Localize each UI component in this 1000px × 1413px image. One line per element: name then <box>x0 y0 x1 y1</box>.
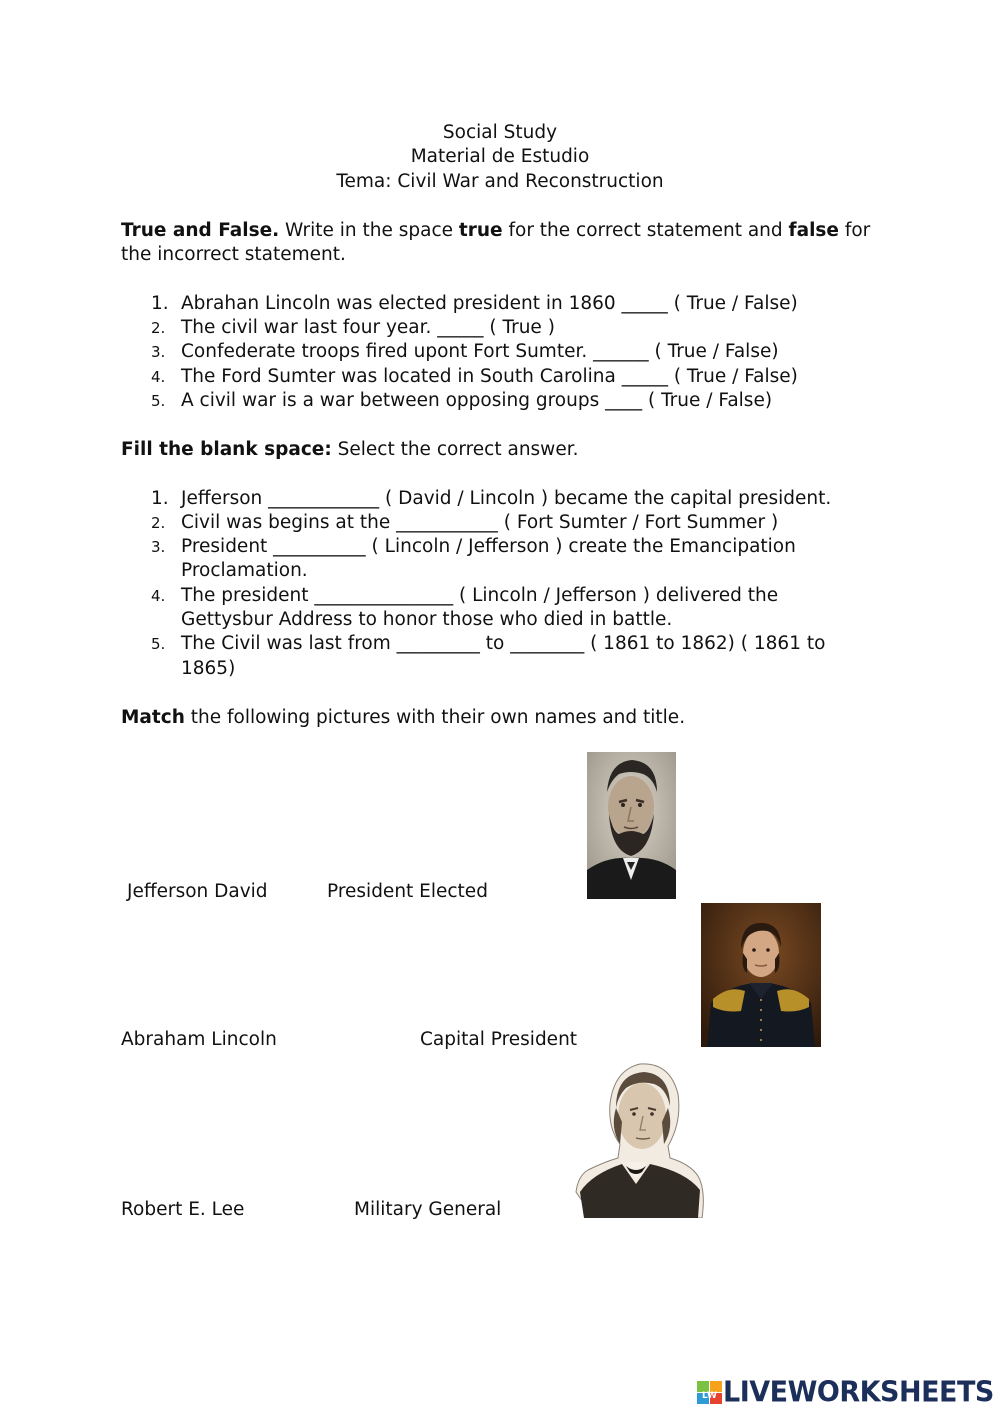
instruction-text: for <box>838 220 871 241</box>
match-name-robert-e-lee: Robert E. Lee <box>121 1199 245 1220</box>
match-instructions <box>121 706 685 730</box>
true-keyword: true <box>458 220 503 241</box>
liveworksheets-logo-icon <box>697 1381 723 1405</box>
match-title: Match <box>121 707 185 728</box>
list-number: 2. <box>151 514 166 532</box>
header-line-1: Social Study <box>442 122 558 143</box>
header-line-2: Material de Estudio <box>410 146 590 167</box>
fill-blank-item: Jefferson ____________ ( David / Lincoln ) became the capital president. <box>181 488 832 509</box>
fill-blank-item: The president _______________ ( Lincoln / Jefferson ) delivered the <box>181 585 779 606</box>
false-keyword: false <box>788 220 839 241</box>
instruction-text: for the correct statement and <box>502 220 789 241</box>
portrait-military-officer-image <box>701 903 821 1047</box>
fill-blank-title: Fill the blank space: <box>121 439 332 460</box>
match-name-jefferson-david: Jefferson David <box>127 881 268 902</box>
list-number: 5. <box>151 635 166 653</box>
fill-blank-item: President __________ ( Lincoln / Jefferson ) create the Emancipation <box>181 536 796 557</box>
fill-blank-instructions <box>121 438 578 462</box>
portrait-bearded-man-image <box>587 752 676 899</box>
list-number: 3. <box>151 343 166 361</box>
instruction-text: Select the correct answer. <box>331 439 579 460</box>
true-false-item: Confederate troops fired upont Fort Sumter. ______ ( True / False) <box>181 341 779 362</box>
true-false-item: The Ford Sumter was located in South Carolina _____ ( True / False) <box>181 366 798 387</box>
fill-blank-item: The Civil was last from _________ to ________ ( 1861 to 1862) ( 1861 to <box>181 633 826 654</box>
list-number: 4. <box>151 587 166 605</box>
header-line-3: Tema: Civil War and Reconstruction <box>336 171 664 192</box>
instruction-text: Write in the space <box>279 220 459 241</box>
match-title-military-general: Military General <box>354 1199 502 1220</box>
list-number: 1. <box>151 293 169 314</box>
liveworksheets-brand-text: LIVEWORKSHEETS <box>723 1375 994 1409</box>
match-name-abraham-lincoln: Abraham Lincoln <box>121 1029 277 1050</box>
true-false-instructions-line-2: the incorrect statement. <box>121 244 346 265</box>
fill-blank-item-continued: Proclamation. <box>181 560 308 581</box>
list-number: 4. <box>151 368 166 386</box>
true-false-item: Abrahan Lincoln was elected president in 1860 _____ ( True / False) <box>181 293 798 314</box>
portrait-engraving-man-image <box>574 1058 708 1218</box>
true-false-title: True and False. <box>121 220 280 241</box>
list-number: 2. <box>151 319 166 337</box>
liveworksheets-logo <box>697 1375 994 1409</box>
list-number: 1. <box>151 488 169 509</box>
list-number: 5. <box>151 392 166 410</box>
list-number: 3. <box>151 538 166 556</box>
true-false-instructions <box>121 219 870 243</box>
fill-blank-item-continued: Gettysbur Address to honor those who died in battle. <box>181 609 673 630</box>
match-title-president-elected: President Elected <box>327 881 488 902</box>
logo-icon-letters: LW <box>702 1391 717 1401</box>
fill-blank-item-continued: 1865) <box>181 658 236 679</box>
fill-blank-item: Civil was begins at the ___________ ( Fort Sumter / Fort Summer ) <box>181 512 779 533</box>
match-title-capital-president: Capital President <box>420 1029 578 1050</box>
instruction-text: the following pictures with their own names and title. <box>184 707 686 728</box>
true-false-item: A civil war is a war between opposing groups ____ ( True / False) <box>181 390 773 411</box>
true-false-item: The civil war last four year. _____ ( True ) <box>181 317 555 338</box>
